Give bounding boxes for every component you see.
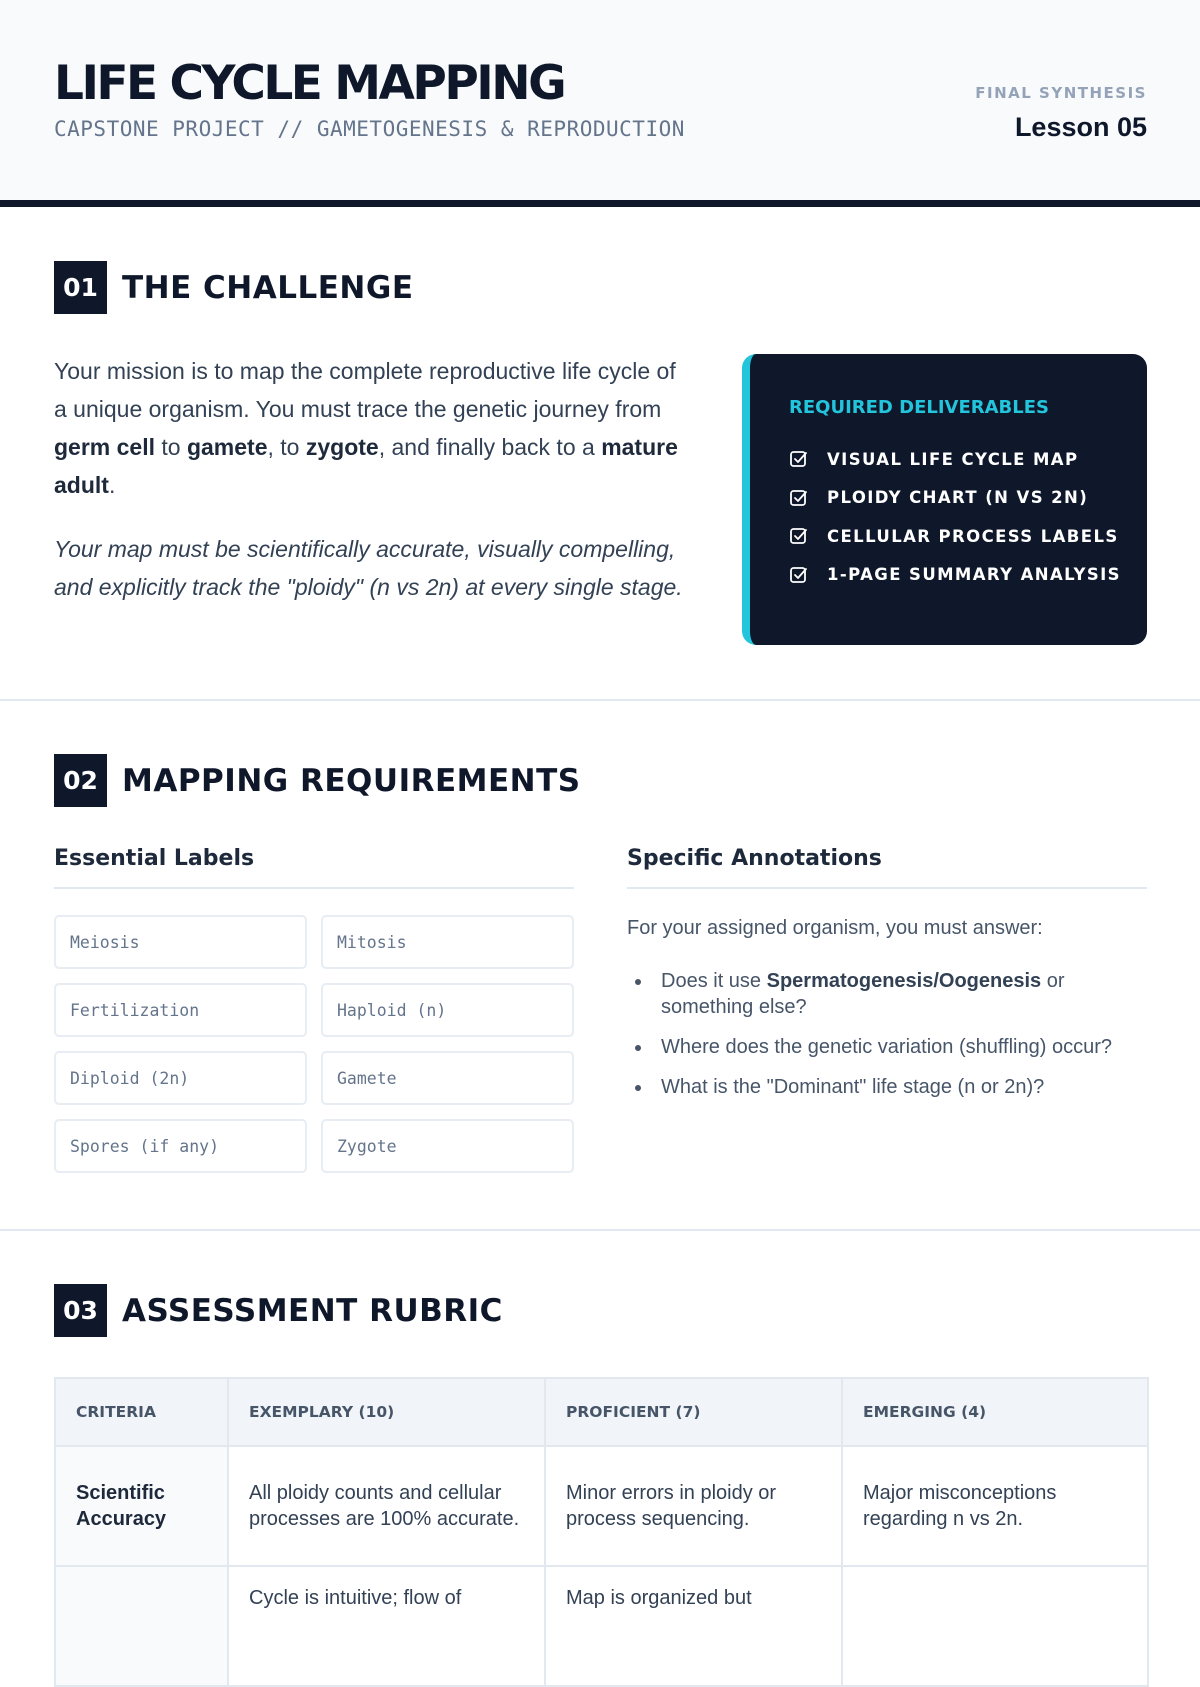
label-chip: Fertilization: [54, 983, 307, 1037]
deliverable-item: 1-PAGE SUMMARY ANALYSIS: [789, 556, 1121, 595]
table-row: [55, 1566, 1148, 1686]
rubric-table: [54, 1377, 1149, 1687]
label-chip: Diploid (2n): [54, 1051, 307, 1105]
section-title: MAPPING REQUIREMENTS: [122, 762, 581, 799]
deliverables-title: REQUIRED DELIVERABLES: [789, 397, 1050, 418]
column-header: EXEMPLARY (10): [228, 1378, 545, 1446]
section-divider: [0, 1229, 1200, 1231]
checkbox-check-icon: [789, 488, 809, 508]
emerging-cell: [842, 1566, 1148, 1686]
rubric-header-row: [55, 1378, 1148, 1446]
section-heading-challenge: [54, 261, 414, 314]
emerging-cell: Major misconceptions regarding n vs 2n.: [842, 1446, 1148, 1566]
challenge-note: Your map must be scientifically accurate, visually compelling, and explicitly track the "ploidy" (n vs 2n) at every single stage.: [54, 536, 683, 600]
annotations-list: [627, 968, 1157, 1114]
page-title: LIFE CYCLE MAPPING: [54, 56, 565, 111]
label-chip: Zygote: [321, 1119, 574, 1173]
annotation-question: What is the "Dominant" life stage (n or 2n)?: [627, 1074, 1157, 1100]
page-header: [0, 0, 1200, 207]
challenge-description: Your mission is to map the complete reproductive life cycle of a unique organism. You must trace the genetic journey from germ cell to gamete, to zygote, and finally back to a mature adult.: [54, 358, 678, 498]
checkbox-check-icon: [789, 526, 809, 546]
exemplary-cell: All ploidy counts and cellular processes are 100% accurate.: [228, 1446, 545, 1566]
section-title: THE CHALLENGE: [122, 269, 414, 306]
section-title: ASSESSMENT RUBRIC: [122, 1292, 503, 1329]
section-number: 02: [54, 754, 107, 807]
section-heading-mapping: [54, 754, 581, 807]
section-number: 03: [54, 1284, 107, 1337]
deliverable-item: VISUAL LIFE CYCLE MAP: [789, 440, 1121, 479]
essential-labels-heading: Essential Labels: [54, 846, 574, 889]
deliverable-item: PLOIDY CHART (N VS 2N): [789, 479, 1121, 518]
deliverable-item: CELLULAR PROCESS LABELS: [789, 517, 1121, 556]
column-header: PROFICIENT (7): [545, 1378, 842, 1446]
column-header: CRITERIA: [55, 1378, 228, 1446]
annotations-intro: For your assigned organism, you must answer:: [627, 917, 1043, 939]
column-header: EMERGING (4): [842, 1378, 1148, 1446]
checkbox-check-icon: [789, 565, 809, 585]
checkbox-check-icon: [789, 449, 809, 469]
proficient-cell: Map is organized but: [545, 1566, 842, 1686]
label-chip: Mitosis: [321, 915, 574, 969]
exemplary-cell: Cycle is intuitive; flow of: [228, 1566, 545, 1686]
specific-annotations-heading: Specific Annotations: [627, 846, 1147, 889]
criteria-cell: Scientific Accuracy: [55, 1446, 228, 1566]
section-heading-rubric: [54, 1284, 503, 1337]
deliverables-list: [789, 440, 1121, 594]
proficient-cell: Minor errors in ploidy or process sequencing.: [545, 1446, 842, 1566]
deliverables-card: [742, 354, 1147, 645]
criteria-cell: [55, 1566, 228, 1686]
section-number: 01: [54, 261, 107, 314]
label-chip: Haploid (n): [321, 983, 574, 1037]
section-divider: [0, 699, 1200, 701]
annotation-question: Where does the genetic variation (shuffling) occur?: [627, 1034, 1157, 1060]
annotation-question: Does it use Spermatogenesis/Oogenesis or something else?: [627, 968, 1157, 1020]
label-chip: Meiosis: [54, 915, 307, 969]
lesson-number: Lesson 05: [1014, 112, 1147, 142]
synthesis-tag: FINAL SYNTHESIS: [975, 84, 1147, 102]
page-subtitle: CAPSTONE PROJECT // GAMETOGENESIS & REPRODUCTION: [54, 117, 685, 141]
table-row: [55, 1446, 1148, 1566]
label-chip: Gamete: [321, 1051, 574, 1105]
label-chip: Spores (if any): [54, 1119, 307, 1173]
